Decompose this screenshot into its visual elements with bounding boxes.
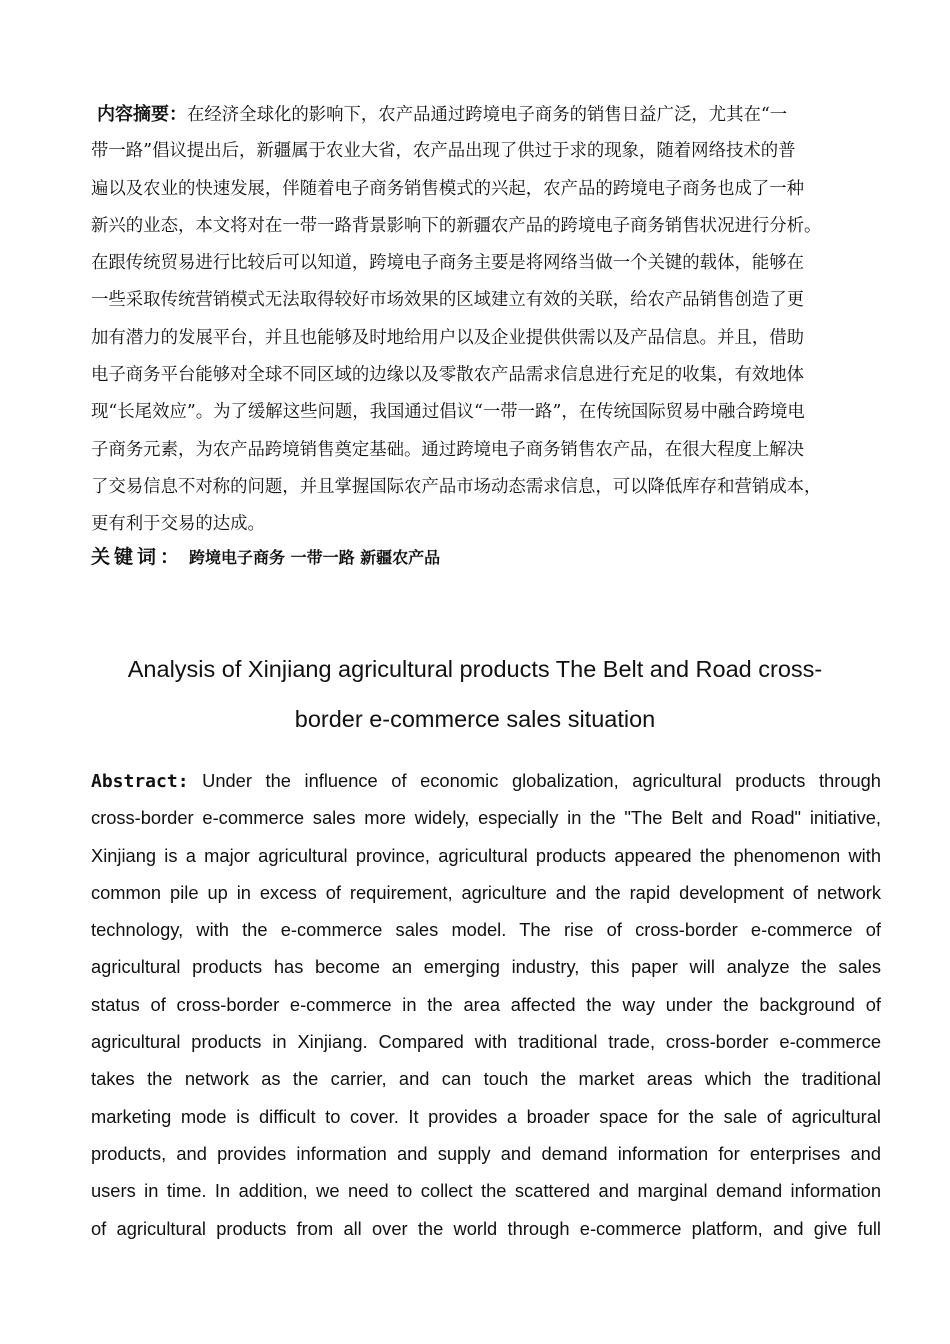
- chinese-abstract-line: 电子商务平台能够对全球不同区域的边缘以及零散农产品需求信息进行充足的收集，有效地体: [91, 365, 805, 386]
- chinese-abstract-line: 加有潜力的发展平台，并且也能够及时地给用户以及企业提供供需以及产品信息。并且，借助: [91, 327, 805, 348]
- english-title-line-1: Analysis of Xinjiang agricultural products The Belt and Road cross-: [127, 656, 823, 682]
- keywords: [91, 542, 887, 569]
- chinese-abstract-line: 在跟传统贸易进行比较后可以知道，跨境电子商务主要是将网络当做一个关键的载体，能够在: [91, 253, 805, 274]
- english-abstract-line: users in time. In addition, we need to collect the scattered and marginal demand information: [91, 1180, 881, 1202]
- chinese-abstract-line: 子商务元素，为农产品跨境销售奠定基础。通过跨境电子商务销售农产品，在很大程度上解决: [91, 439, 805, 460]
- english-abstract-text: Under the influence of economic globalization, agricultural products through: [202, 770, 881, 791]
- chinese-abstract-line: 新兴的业态，本文将对在一带一路背景影响下的新疆农产品的跨境电子商务销售状况进行分析。: [91, 215, 822, 236]
- chinese-abstract-text: 在经济全球化的影响下，农产品通过跨境电子商务的销售日益广泛，尤其在“一: [187, 105, 788, 125]
- english-abstract-line: technology, with the e-commerce sales model. The rise of cross-border e-commerce of: [91, 919, 881, 941]
- english-title: [60, 644, 890, 744]
- english-abstract-line: marketing mode is difficult to cover. It provides a broader space for the sale of agricultural: [91, 1105, 881, 1127]
- english-abstract-line: common pile up in excess of requirement, agriculture and the rapid development of network: [91, 881, 881, 903]
- keywords-label: 关键词：: [91, 546, 184, 568]
- english-abstract-line: agricultural products in Xinjiang. Compared with traditional trade, cross-border e-commerce: [91, 1031, 881, 1053]
- chinese-abstract-line: 更有利于交易的达成。: [91, 514, 265, 535]
- keywords-values: 跨境电子商务 一带一路 新疆农产品: [189, 548, 441, 567]
- chinese-abstract-line: 现“长尾效应”。为了缓解这些问题，我国通过倡议“一带一路”，在传统国际贸易中融合跨境电: [91, 402, 805, 423]
- english-abstract-line: takes the network as the carrier, and can touch the market areas which the traditional: [91, 1068, 881, 1090]
- chinese-abstract-line: 带一路”倡议提出后，新疆属于农业大省，农产品出现了供过于求的现象，随着网络技术的普: [91, 141, 796, 162]
- english-abstract-line: cross-border e-commerce sales more widely, especially in the "The Belt and Road" initiative,: [91, 807, 881, 829]
- english-abstract-line: products, and provides information and supply and demand information for enterprises and: [91, 1142, 881, 1164]
- chinese-abstract-line: 一些采取传统营销模式无法取得较好市场效果的区域建立有效的关联，给农产品销售创造了更: [91, 290, 805, 311]
- english-abstract-line: Xinjiang is a major agricultural province, agricultural products appeared the phenomenon with: [91, 844, 881, 866]
- chinese-abstract-line: [91, 96, 887, 133]
- chinese-abstract-line: 了交易信息不对称的问题，并且掌握国际农产品市场动态需求信息，可以降低库存和营销成本，: [91, 476, 822, 497]
- english-abstract-label: Abstract:: [91, 771, 189, 792]
- english-abstract: [91, 762, 881, 1247]
- english-abstract-line: of agricultural products from all over the world through e-commerce platform, and give full: [91, 1217, 881, 1239]
- chinese-abstract-line: 遍以及农业的快速发展，伴随着电子商务销售模式的兴起，农产品的跨境电子商务也成了一种: [91, 178, 805, 199]
- chinese-abstract-label: 内容摘要：: [97, 104, 187, 125]
- english-abstract-line: agricultural products has become an emerging industry, this paper will analyze the sales: [91, 956, 881, 978]
- english-abstract-line: [91, 762, 881, 799]
- english-abstract-line: status of cross-border e-commerce in the area affected the way under the background of: [91, 993, 881, 1015]
- english-title-line-2: border e-commerce sales situation: [294, 706, 656, 732]
- chinese-abstract: [91, 96, 887, 544]
